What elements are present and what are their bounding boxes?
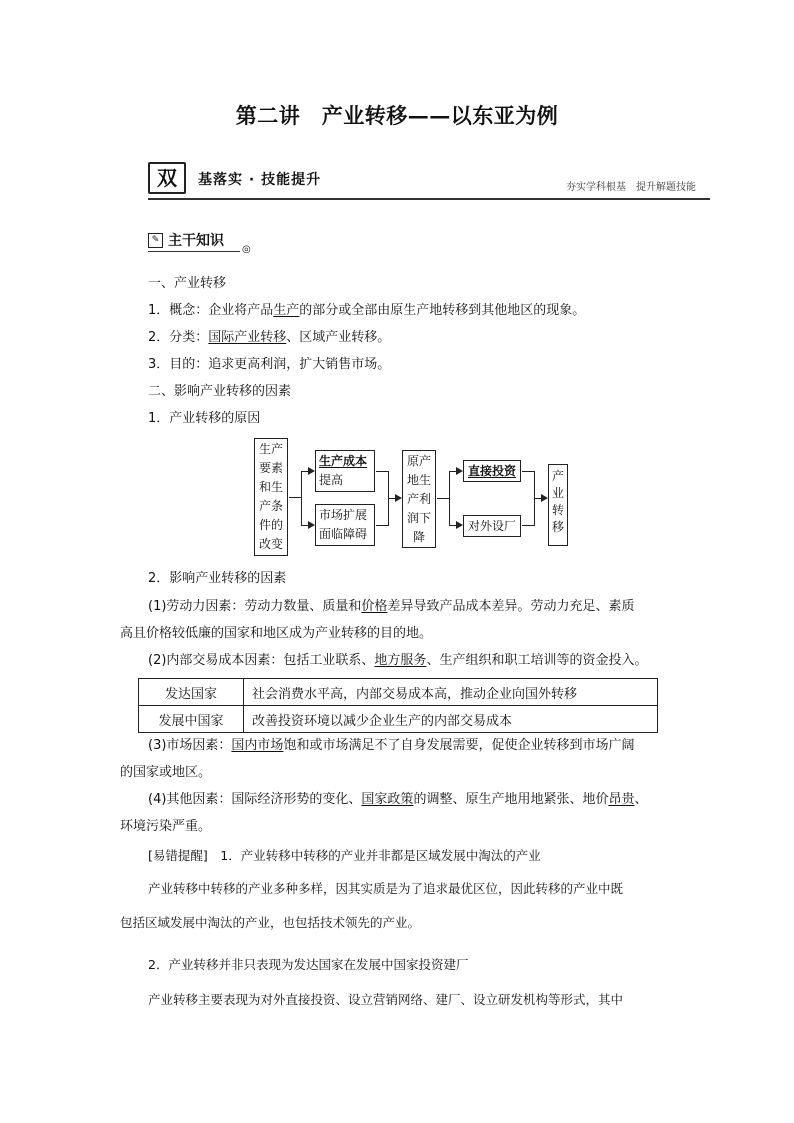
arrow-icon [456,521,463,529]
connector [534,498,541,499]
table-row [139,706,658,733]
flow-text: 生产成本 [319,454,368,468]
tip-paragraph-1b: 包括区域发展中淘汰的产业，也包括技术领先的产业。 [120,915,421,930]
labor-text: 差异导致产品成本差异。劳动力充足、素质 [387,599,635,614]
part2-heading: 二、影响产业转移的因素 [148,384,292,399]
other-emphasis: 国家政策 [361,792,414,807]
flow-text: 面临障碍 [319,527,368,541]
connector [301,471,302,526]
item-text: 的部分或全部由原生产地转移到其他地区的现象。 [299,303,586,318]
tip-heading-2: 2．产业转移并非只表现为发达国家在发展中国家投资建厂 [148,957,469,972]
connector [301,471,308,472]
arrow-icon [308,467,315,475]
connector [449,525,456,526]
other-emphasis: 昂贵 [608,792,635,807]
table-cell: 发展中国家 [139,706,244,733]
connector [388,498,395,499]
flow-box-cost [315,450,375,492]
item-emphasis: 国际产业转移 [208,330,287,345]
table-cell: 改善投资环境以减少企业生产的内部交易成本 [244,706,658,733]
labor-text: (1)劳动力因素：劳动力数量、质量和 [148,599,362,614]
banner-badge: 双 [148,162,186,194]
market-text: 饱和或市场满足不了自身发展需要，促使企业转移到市场广阔 [283,738,635,753]
table-cell: 社会消费水平高，内部交易成本高，推动企业向国外转移 [244,679,658,706]
arrow-icon [541,494,548,502]
trade-cost-table [138,678,658,733]
connector [449,471,456,472]
section-heading-label: 主干知识 [168,233,224,249]
other-text: 、 [634,792,648,807]
tip-paragraph-2a: 产业转移主要表现为对外直接投资、设立营销网络、建厂、设立研发机构等形式，其中 [148,992,624,1007]
connector [522,525,534,526]
flow-box-factory: 对外设厂 [463,515,521,537]
arrow-icon [456,467,463,475]
other-text: 的调整、原生产地用地紧张、地价 [413,792,609,807]
labor-line-1 [148,598,634,616]
other-line-2: 环境污染严重。 [120,819,212,834]
labor-emphasis: 价格 [361,599,388,614]
connector [449,471,450,526]
other-line-1 [148,791,647,809]
item-text: 2．分类： [148,330,209,345]
table-row [139,679,658,706]
connector [437,498,449,499]
flow-box-transfer: 产业转移 [548,464,568,546]
trade-line [148,652,647,670]
trade-text: 、生产组织和职工培训等的资金投入。 [426,653,648,668]
flow-box-market [315,504,375,546]
part1-item-3: 3．目的：追求更高利润，扩大销售市场。 [148,357,391,372]
flow-box-factors: 生产要素和生产条件的改变 [254,438,288,556]
item-text: 1．概念：企业将产品 [148,303,274,318]
item-text: 、区域产业转移。 [286,330,391,345]
arrow-icon [308,521,315,529]
market-line-2: 的国家或地区。 [120,765,212,780]
tip-heading-1: [易错提醒] 1．产业转移中转移的产业并非都是区域发展中淘汰的产业 [148,848,541,863]
part1-heading: 一、产业转移 [148,276,227,291]
market-text: (3)市场因素： [148,738,232,753]
market-emphasis: 国内市场 [231,738,284,753]
connector [522,471,534,472]
target-icon: ◎ [242,244,251,255]
flow-box-invest [463,460,521,482]
banner-slogan: 夯实学科根基 提升解题技能 [566,182,696,193]
connector [301,525,308,526]
part2-sub2: 2．影响产业转移的因素 [148,571,287,586]
part2-sub1: 1．产业转移的原因 [148,411,261,426]
connector [289,497,301,498]
item-emphasis: 生产 [273,303,300,318]
connector [376,471,388,472]
flow-text: 提高 [319,473,344,487]
flow-text: 市场扩展 [319,508,368,522]
other-text: (4)其他因素：国际经济形势的变化、 [148,792,362,807]
connector [376,525,388,526]
page-title: 第二讲 产业转移——以东亚为例 [235,103,559,128]
banner-label: 基落实 · 技能提升 [198,172,322,188]
labor-line-2: 高且价格较低廉的国家和地区成为产业转移的目的地。 [120,626,433,641]
flow-box-profit: 原产地生产利润下降 [402,450,436,548]
tip-paragraph-1a: 产业转移中转移的产业多种多样，因其实质是为了追求最优区位，因此转移的产业中既 [148,881,624,896]
table-cell: 发达国家 [139,679,244,706]
trade-text: (2)内部交易成本因素：包括工业联系、 [148,653,375,668]
flow-text: 直接投资 [467,464,516,478]
trade-emphasis: 地方服务 [374,653,427,668]
pen-icon: ✎ [148,233,163,248]
arrow-icon [395,494,402,502]
market-line-1 [148,737,634,755]
